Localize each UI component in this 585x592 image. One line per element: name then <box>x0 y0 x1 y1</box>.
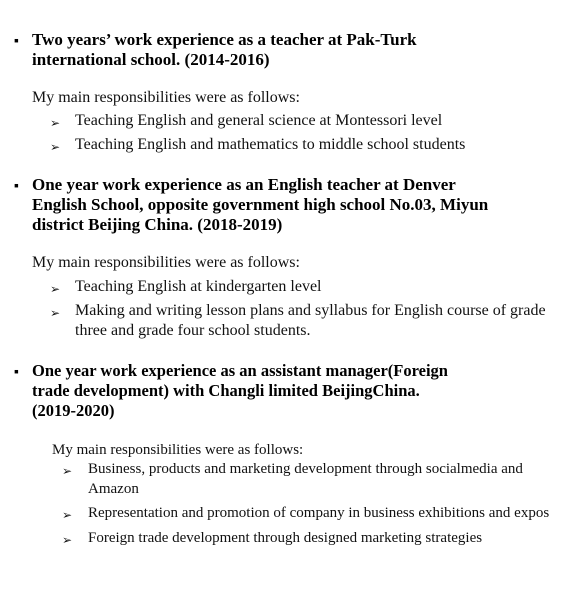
list-item <box>62 528 567 548</box>
section-bullet: ▪ <box>14 179 19 194</box>
responsibilities-list <box>62 459 567 548</box>
list-item <box>50 277 570 301</box>
responsibilities-intro: My main responsibilities were as follows: <box>52 442 304 458</box>
heading-line: district Beijing China. (2018-2019) <box>32 215 283 234</box>
heading-line: international school. (2014-2016) <box>32 50 270 69</box>
responsibilities-list <box>50 277 570 341</box>
list-item <box>50 111 570 135</box>
list-item-text: Foreign trade development through designed marketing strategies <box>88 530 483 546</box>
heading-line: (2019-2020) <box>32 401 115 420</box>
heading-line: English School, opposite government high school No.03, Miyun <box>32 195 489 214</box>
list-item-text: Making and writing lesson plans and syllabus for English course of grade three and grade four school students. <box>75 302 546 339</box>
section-bullet: ▪ <box>14 365 19 380</box>
section-heading <box>32 175 488 235</box>
responsibilities-intro: My main responsibilities were as follows: <box>32 254 300 271</box>
arrow-bullet-icon: ➢ <box>62 464 73 478</box>
list-item-text: Teaching English and mathematics to middle school students <box>75 136 466 153</box>
responsibilities-list <box>50 111 570 159</box>
list-item <box>50 301 570 341</box>
heading-line: trade development) with Changli limited BeijingChina. <box>32 381 420 400</box>
list-item-text: Representation and promotion of company in business exhibitions and expos <box>88 505 550 521</box>
list-item <box>50 135 570 159</box>
arrow-bullet-icon: ➢ <box>50 140 61 154</box>
arrow-bullet-icon: ➢ <box>62 533 73 547</box>
arrow-bullet-icon: ➢ <box>62 508 73 522</box>
arrow-bullet-icon: ➢ <box>50 306 61 320</box>
list-item <box>62 459 567 503</box>
list-item-text: Teaching English and general science at Montessori level <box>75 112 443 129</box>
list-item-text: Teaching English at kindergarten level <box>75 278 322 295</box>
arrow-bullet-icon: ➢ <box>50 282 61 296</box>
arrow-bullet-icon: ➢ <box>50 116 61 130</box>
list-item-text: Business, products and marketing development through socialmedia and Amazon <box>88 461 523 497</box>
heading-line: One year work experience as an assistant manager(Foreign <box>32 361 448 380</box>
section-bullet: ▪ <box>14 34 19 49</box>
section-heading <box>32 30 417 70</box>
section-heading <box>32 361 448 421</box>
responsibilities-intro: My main responsibilities were as follows: <box>32 89 300 106</box>
heading-line: Two years’ work experience as a teacher at Pak-Turk <box>32 30 417 49</box>
list-item <box>62 503 567 528</box>
heading-line: One year work experience as an English teacher at Denver <box>32 175 456 194</box>
